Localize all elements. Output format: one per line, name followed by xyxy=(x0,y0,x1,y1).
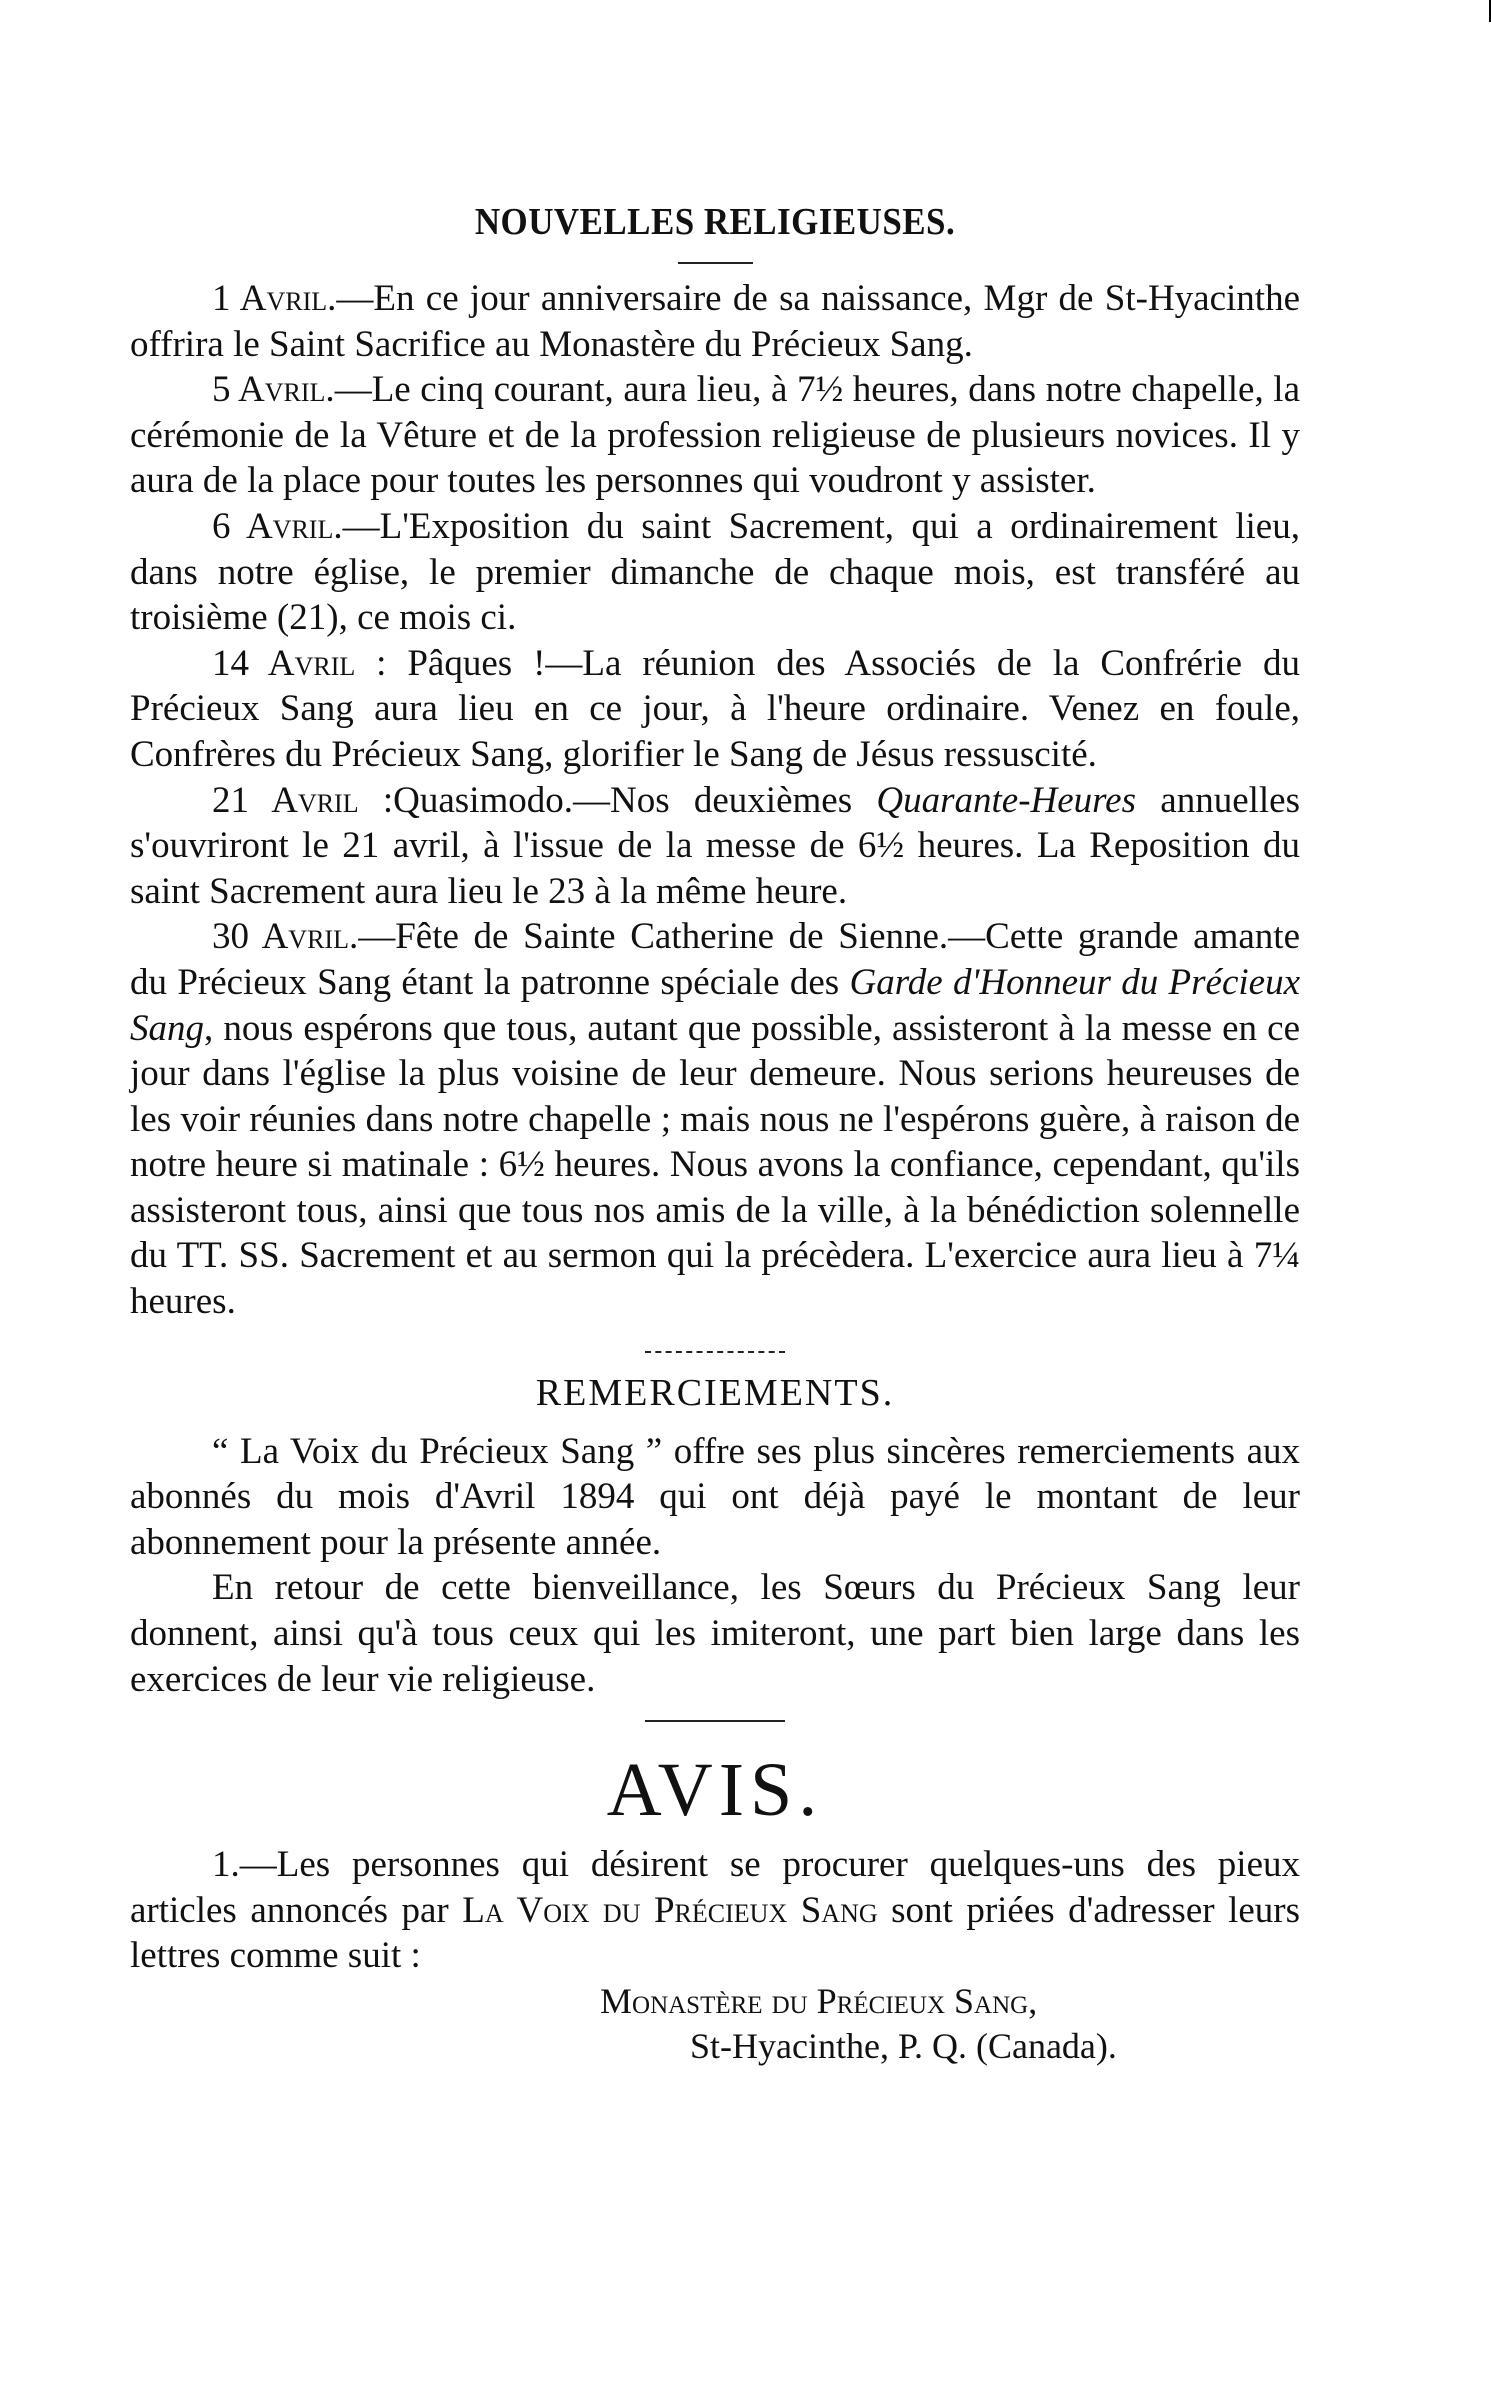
avis-paragraph xyxy=(130,1842,1300,1979)
entry-text: , nous espérons que tous, autant que possible, assisteront à la messe en ce jour dans l'église la plus voisine de leur demeure. Nous serions heureuses de les voir réunies dans notre chapelle ; mais nous ne l'espérons guère, à raison de notre heure si matinale : 6½ heures. Nous avons la confiance, cependant, qu'ils assisteront tous, ainsi que tous nos amis de la ville, à la bénédiction solennelle du TT. SS. Sacrement et au sermon qui la précèdera. L'exercice aura lieu à 7¼ heures. xyxy=(130,1007,1300,1323)
entry-text: annuelles s'ouvriront le 21 avril, à l'issue de la messe de 6½ heures. La Reposition du saint Sacrement aura lieu le 23 à la même heure. xyxy=(130,779,1301,912)
news-entry xyxy=(130,778,1300,915)
news-entry xyxy=(130,914,1300,1324)
avis-title: AVIS. xyxy=(606,1748,824,1833)
news-entry xyxy=(130,367,1300,504)
entry-date: 5 Avril. xyxy=(212,369,335,411)
news-entry xyxy=(130,504,1300,641)
divider xyxy=(645,1720,785,1722)
news-entry xyxy=(130,276,1300,367)
entry-text: :Quasimodo.—Nos deuxièmes xyxy=(358,779,877,821)
remerciements-title: REMERCIEMENTS. xyxy=(535,1371,895,1414)
entry-text: —Le cinq courant, aura lieu, à 7½ heures, dans notre chapelle, la cérémonie de la Vêture et de la profession religieuse de plusieurs novices. Il y aura de la place pour toutes les personnes qui voudront y assister. xyxy=(130,369,1300,502)
entry-date: 1 Avril. xyxy=(212,278,337,319)
address-line: Monastère du Précieux Sang, xyxy=(600,1981,1038,2021)
entry-italic-text: Quarante-Heures xyxy=(876,779,1137,821)
section-heading: NOUVELLES RELIGIEUSES. xyxy=(474,201,956,243)
entry-date: 14 Avril xyxy=(212,642,356,684)
entry-date: 6 Avril. xyxy=(212,505,343,547)
news-entry xyxy=(130,641,1300,778)
entry-date: 30 Avril. xyxy=(212,916,359,958)
avis-text: sont priées d'adresser leurs lettres comme suit : xyxy=(130,1889,1300,1977)
entry-text: —En ce jour anniversaire de sa naissance, Mgr de St-Hyacinthe offrira le Saint Sacrifice au Monastère du Précieux Sang. xyxy=(130,278,1301,365)
entry-text: : Pâques !—La réunion des Associés de la Confrérie du Précieux Sang aura lieu en ce jour, à l'heure ordinaire. Venez en foule, Confrères du Précieux Sang, glorifier le Sang de Jésus ressuscité. xyxy=(130,642,1300,775)
entry-text: —Fête de Sainte Catherine de Sienne.—Cette grande amante du Précieux Sang étant la patronne spéciale des xyxy=(130,916,1300,1003)
document-page xyxy=(130,200,1300,2069)
avis-text: 1.—Les personnes qui désirent se procurer quelques-uns des pieux articles annoncés par xyxy=(130,1844,1300,1931)
remerciements-paragraph: En retour de cette bienveillance, les Sœurs du Précieux Sang leur donnent, ainsi qu'à tous ceux qui les imiteront, une part bien large dans les exercices de leur vie religieuse. xyxy=(130,1567,1300,1700)
entry-italic-text: Garde d'Honneur du Précieux Sang xyxy=(130,961,1300,1049)
divider xyxy=(645,1351,785,1353)
remerciements-paragraph: “ La Voix du Précieux Sang ” offre ses plus sincères remerciements aux abonnés du mois d'Avril 1894 qui ont déjà payé le montant de leur abonnement pour la présente année. xyxy=(130,1430,1300,1563)
entry-date: 21 Avril xyxy=(212,779,359,821)
entry-text: —L'Exposition du saint Sacrement, qui a ordinairement lieu, dans notre église, le premier dimanche de chaque mois, est transféré au troisième (21), ce mois ci. xyxy=(130,505,1300,639)
address-line: St-Hyacinthe, P. Q. (Canada). xyxy=(690,2026,1117,2066)
divider xyxy=(678,262,753,264)
publication-name: La Voix du Précieux Sang xyxy=(462,1889,878,1931)
